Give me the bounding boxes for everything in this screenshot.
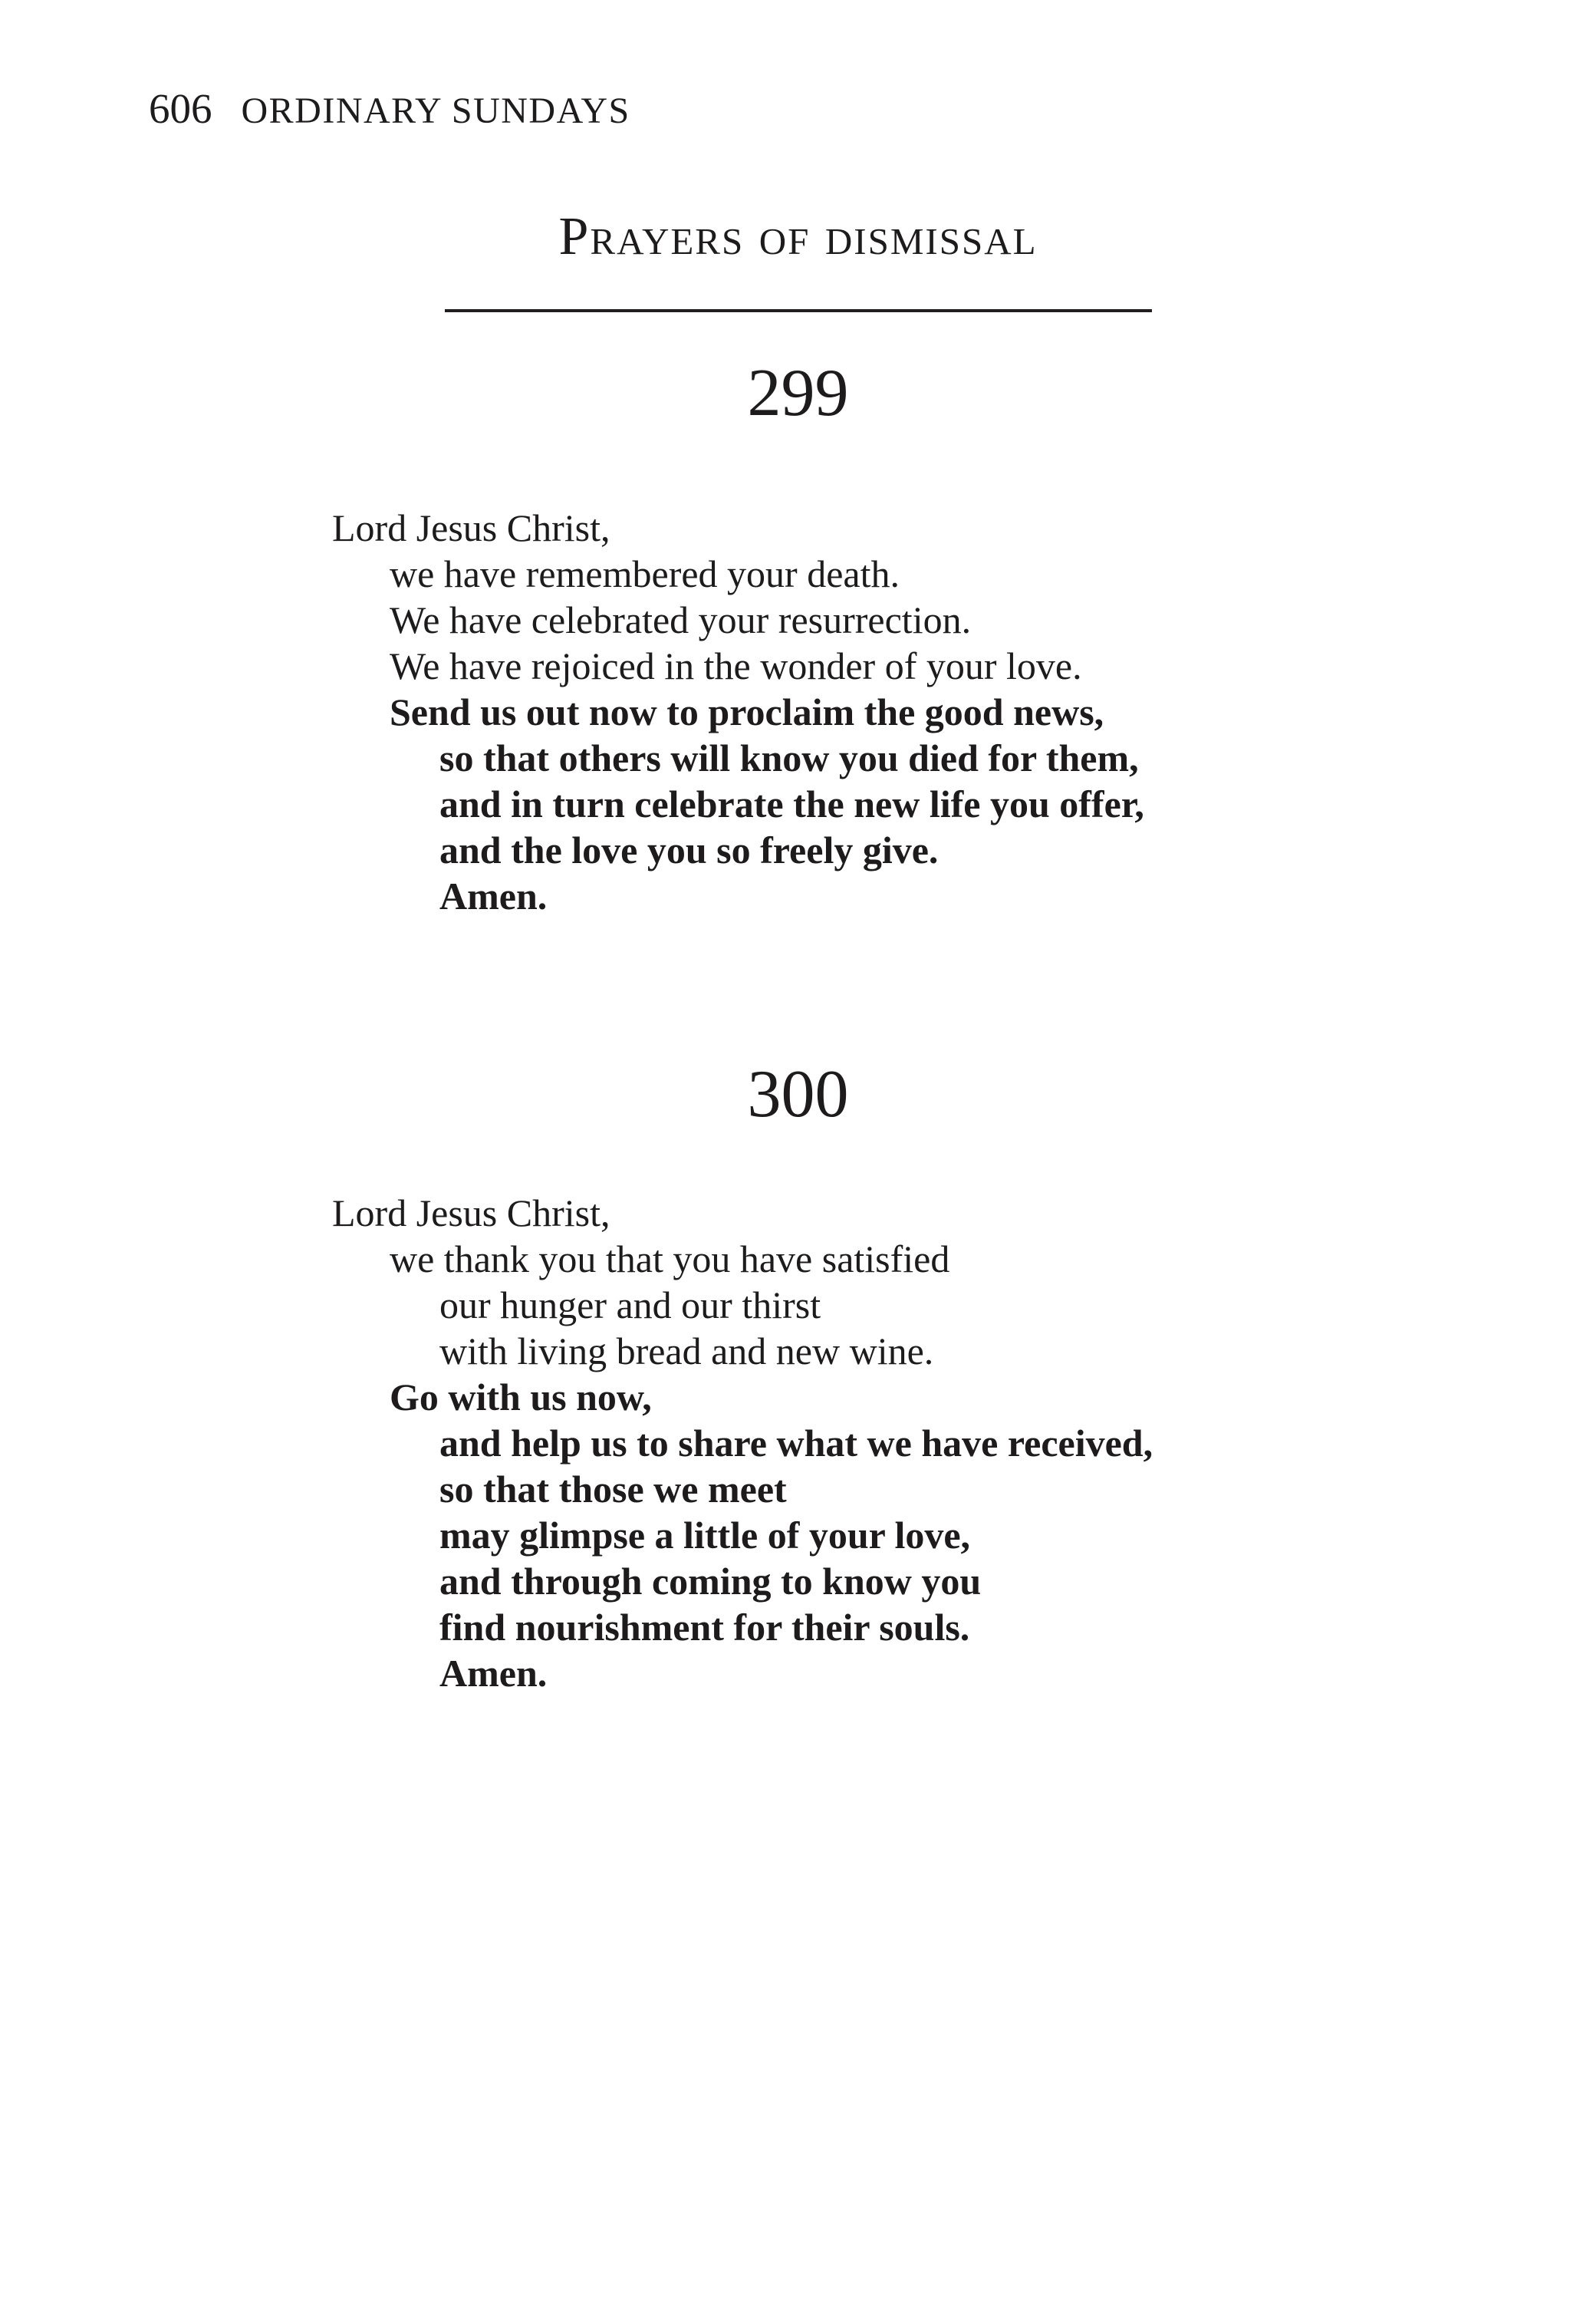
prayer-line: and the love you so freely give.	[439, 829, 939, 871]
prayer-line: and help us to share what we have received,	[439, 1422, 1153, 1464]
title-rule	[445, 309, 1152, 312]
prayer-line: and through coming to know you	[439, 1560, 982, 1603]
prayer-line: Go with us now,	[390, 1376, 652, 1418]
prayer-line: may glimpse a little of your love,	[439, 1514, 971, 1557]
prayer-line: so that others will know you died for them,	[439, 736, 1139, 779]
prayer-line: We have rejoiced in the wonder of your love.	[390, 644, 1082, 687]
running-head: ORDINARY SUNDAYS	[241, 91, 630, 131]
prayer-line: Amen.	[439, 875, 548, 918]
prayer-line: Lord Jesus Christ,	[332, 506, 610, 549]
prayer-line: Amen.	[439, 1652, 548, 1695]
prayer-line: our hunger and our thirst	[439, 1283, 821, 1326]
prayer-number: 299	[747, 356, 849, 430]
prayer-line: find nourishment for their souls.	[439, 1606, 970, 1649]
prayer-line: and in turn celebrate the new life you offer,	[439, 782, 1144, 825]
section-title: Prayers of dismissal	[558, 207, 1038, 266]
prayer-text	[332, 1190, 1153, 1696]
page-header	[149, 86, 630, 134]
prayer-line: with living bread and new wine.	[439, 1329, 934, 1372]
prayer-line: we thank you that you have satisfied	[390, 1237, 950, 1280]
prayer-line: We have celebrated your resurrection.	[390, 598, 972, 641]
prayer-line: Send us out now to proclaim the good news,	[390, 690, 1104, 733]
page-number: 606	[149, 85, 212, 132]
prayer-line: so that those we meet	[439, 1468, 787, 1511]
prayer-line: we have remembered your death.	[390, 552, 900, 595]
prayer-line: Lord Jesus Christ,	[332, 1191, 610, 1234]
prayer-number: 300	[747, 1057, 849, 1132]
prayer-text	[332, 505, 1144, 919]
